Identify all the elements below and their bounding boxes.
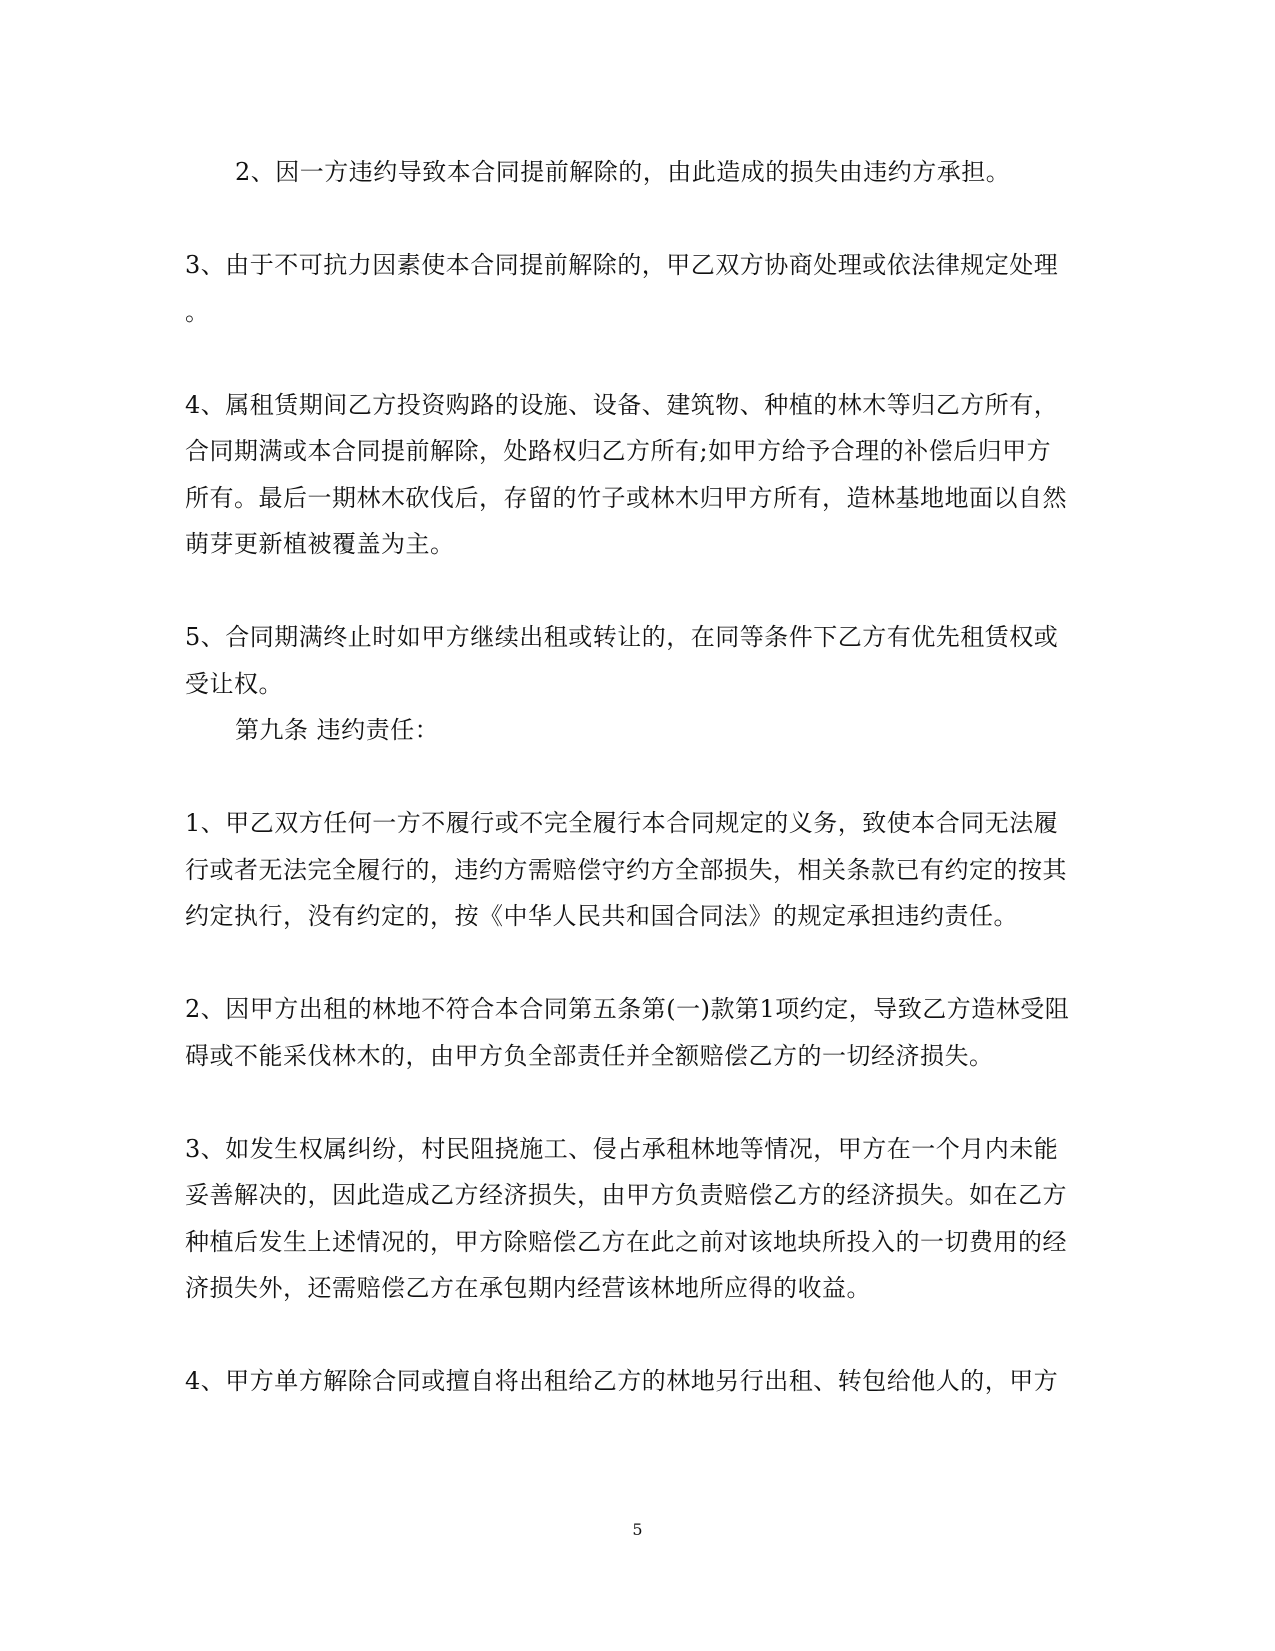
text-line: 3、由于不可抗力因素使本合同提前解除的，甲乙双方协商处理或依法律规定处理: [185, 251, 1059, 279]
text-line: 妥善解决的，因此造成乙方经济损失，由甲方负责赔偿乙方的经济损失。如在乙方: [185, 1181, 1067, 1209]
text-line: 3、如发生权属纠纷，村民阻挠施工、侵占承租林地等情况，甲方在一个月内未能: [185, 1135, 1059, 1163]
text-line: 4、属租赁期间乙方投资购路的设施、设备、建筑物、种植的林木等归乙方所有，: [185, 391, 1059, 419]
text-line: 济损失外，还需赔偿乙方在承包期内经营该林地所应得的收益。: [185, 1274, 871, 1302]
text-line: 。: [185, 298, 210, 326]
text-line: 碍或不能采伐林木的，由甲方负全部责任并全额赔偿乙方的一切经济损失。: [185, 1042, 994, 1070]
page-number: 5: [632, 1520, 643, 1539]
text-line: 约定执行，没有约定的，按《中华人民共和国合同法》的规定承担违约责任。: [185, 902, 1018, 930]
text-line: 2、因一方违约导致本合同提前解除的，由此造成的损失由违约方承担。: [235, 158, 1011, 186]
section-heading: 第九条 违约责任：: [235, 716, 440, 744]
text-line: 5、合同期满终止时如甲方继续出租或转让的，在同等条件下乙方有优先租赁权或: [185, 623, 1059, 651]
text-line: 4、甲方单方解除合同或擅自将出租给乙方的林地另行出租、转包给他人的，甲方: [185, 1367, 1059, 1395]
text-line: 种植后发生上述情况的，甲方除赔偿乙方在此之前对该地块所投入的一切费用的经: [185, 1228, 1067, 1256]
text-line: 受让权。: [185, 670, 283, 698]
text-line: 萌芽更新植被覆盖为主。: [185, 530, 455, 558]
text-line: 所有。最后一期林木砍伐后，存留的竹子或林木归甲方所有，造林基地地面以自然: [185, 484, 1067, 512]
text-line: 1、甲乙双方任何一方不履行或不完全履行本合同规定的义务，致使本合同无法履: [185, 809, 1059, 837]
text-line: 合同期满或本合同提前解除，处路权归乙方所有;如甲方给予合理的补偿后归甲方: [185, 437, 1052, 465]
text-line: 行或者无法完全履行的，违约方需赔偿守约方全部损失，相关条款已有约定的按其: [185, 856, 1067, 884]
text-line: 2、因甲方出租的林地不符合本合同第五条第(一)款第1项约定，导致乙方造林受阻: [185, 995, 1070, 1023]
